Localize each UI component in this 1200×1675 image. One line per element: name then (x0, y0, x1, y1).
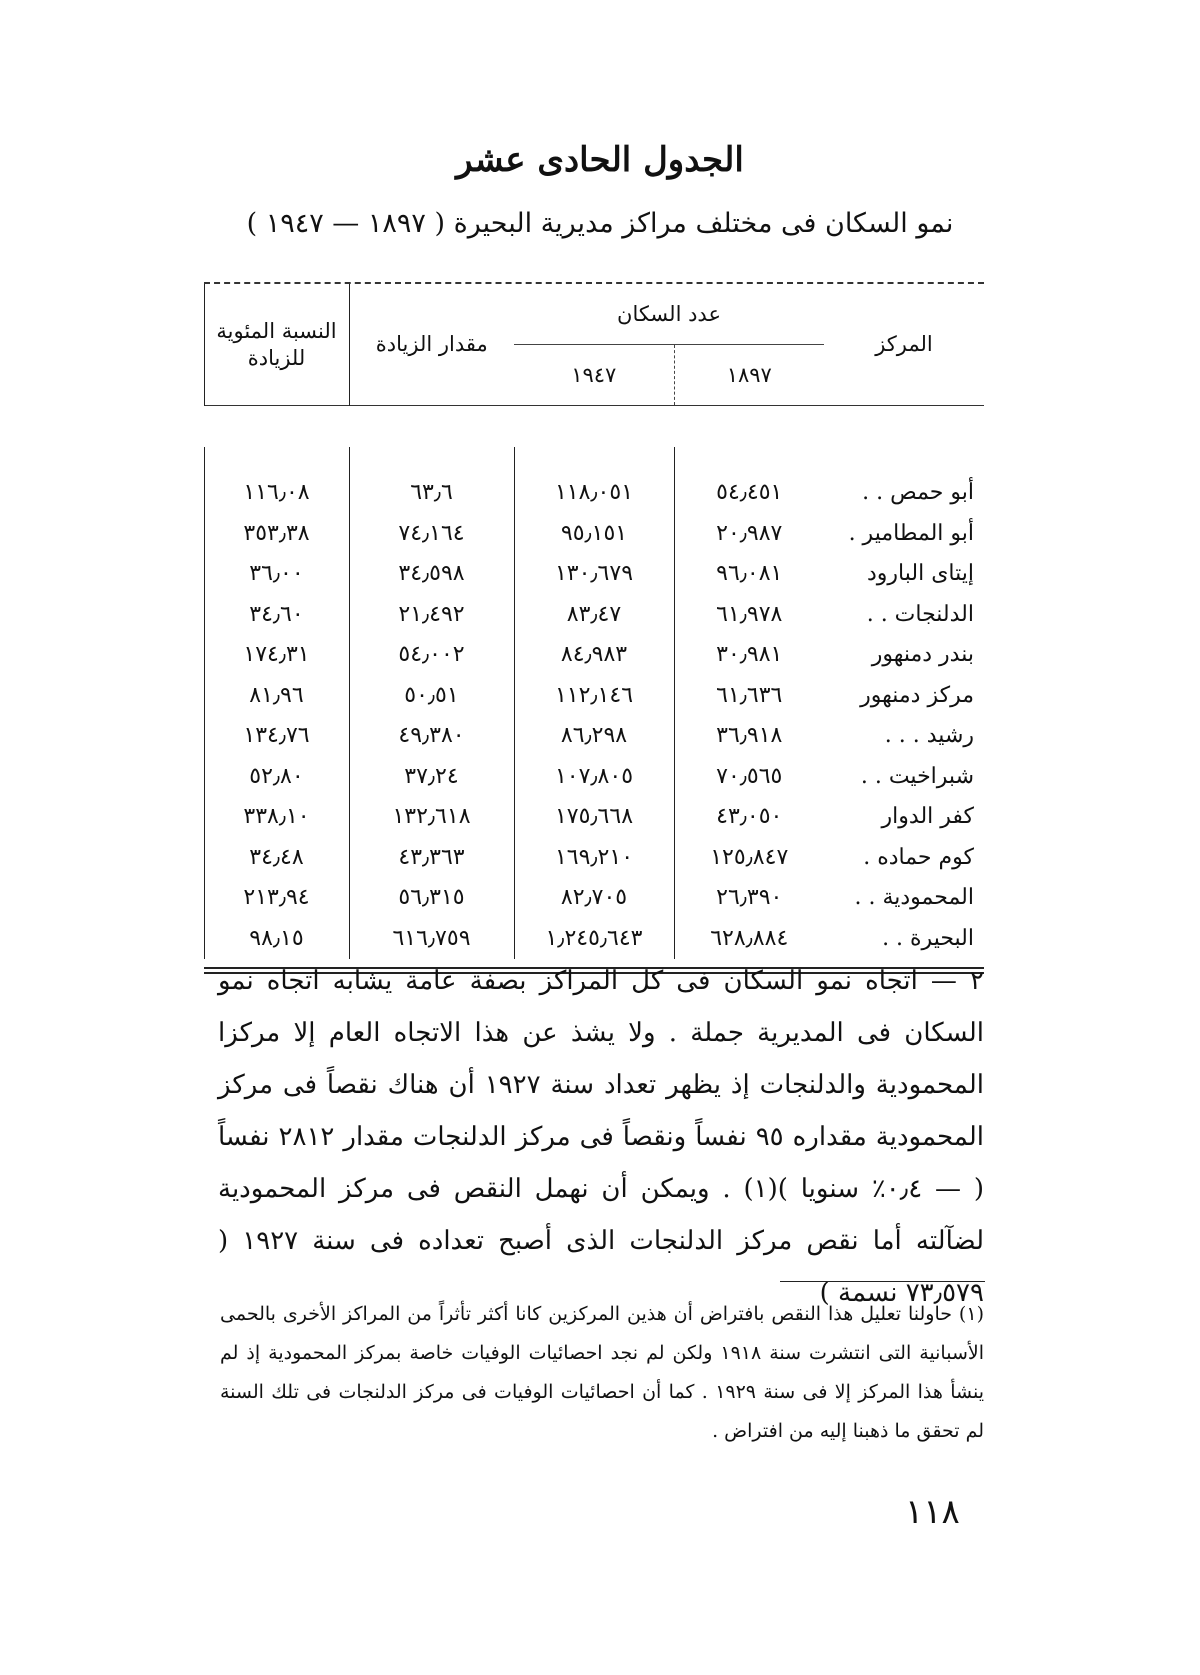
cell-markaz: بندر دمنهور (871, 642, 974, 668)
cell-increase: ٥٠٫٥١ (349, 675, 514, 716)
cell-markaz: إيتاى البارود (867, 561, 974, 587)
cell-1947: ١٠٧٫٨٠٥ (514, 756, 674, 797)
header-year-1897: ١٨٩٧ (674, 345, 824, 406)
cell-1947: ٨٦٫٢٩٨ (514, 716, 674, 757)
cell-1897: ١٢٥٫٨٤٧ (674, 837, 824, 878)
cell-percent: ٩٨٫١٥ (204, 918, 349, 959)
table-row (204, 756, 984, 797)
table-row (204, 716, 984, 757)
cell-1897: ٢٠٫٩٨٧ (674, 513, 824, 554)
table-row (204, 513, 984, 554)
cell-percent: ٣٣٨٫١٠ (204, 797, 349, 838)
cell-increase: ٥٦٫٣١٥ (349, 878, 514, 919)
table-row (204, 635, 984, 676)
header-increase: مقدار الزيادة (349, 284, 514, 406)
cell-1897: ٤٣٫٠٥٠ (674, 797, 824, 838)
cell-percent: ١١٦٫٠٨ (204, 473, 349, 514)
body-paragraph-text: ٢ — اتجاه نمو السكان فى كل المراكز بصفة عامة يشابه اتجاه نمو السكان فى المديرية جملة . ولا يشذ عن هذا الاتجاه العام إلا مركزا المحمودية والدلنجات إذ يظهر تعداد سنة ١٩٢٧ أن هناك نقصاً فى مركز المحمودية مقداره ٩٥ نفساً ونقصاً فى مركز الدلنجات مقدار ٢٨١٢ نفساً ( — ٠٫٤٪ سنويا )(١) . ويمكن أن نهمل النقص فى مركز المحمودية لضآلته أما نقص مركز الدلنجات الذى أصبح تعداده فى سنة ١٩٢٧ ( ٧٣٫٥٧٩ نسمة ) (218, 966, 984, 1308)
cell-1947: ١١٨٫٠٥١ (514, 473, 674, 514)
cell-percent: ٣٤٫٤٨ (204, 837, 349, 878)
cell-increase: ٦٣٫٦ (349, 473, 514, 514)
cell-1947: ١١٢٫١٤٦ (514, 675, 674, 716)
cell-1897: ٣٦٫٩١٨ (674, 716, 824, 757)
cell-percent: ٣٤٫٦٠ (204, 594, 349, 635)
cell-1897: ٢٦٫٣٩٠ (674, 878, 824, 919)
cell-increase: ٤٣٫٣٦٣ (349, 837, 514, 878)
footnote-rule (780, 1281, 985, 1282)
cell-1897: ٧٠٫٥٦٥ (674, 756, 824, 797)
header-population-group: عدد السكان (514, 284, 824, 345)
cell-1897: ٥٤٫٤٥١ (674, 473, 824, 514)
cell-markaz: كوم حماده . (863, 844, 974, 870)
cell-1947: ١٫٢٤٥٫٦٤٣ (514, 918, 674, 959)
cell-1897: ٩٦٫٠٨١ (674, 554, 824, 595)
cell-markaz: رشيد . . . (884, 723, 974, 749)
table-row (204, 554, 984, 595)
cell-percent: ٣٦٫٠٠ (204, 554, 349, 595)
cell-markaz: شبراخيت . . (860, 763, 974, 789)
cell-markaz: أبو المطامير . (848, 520, 974, 546)
header-percent: النسبة المئوية للزيادة (204, 284, 349, 406)
table-row (204, 878, 984, 919)
cell-1947: ٨٤٫٩٨٣ (514, 635, 674, 676)
cell-increase: ٤٩٫٣٨٠ (349, 716, 514, 757)
body-paragraph (218, 955, 984, 1319)
table-row (204, 837, 984, 878)
cell-markaz: المحمودية . . (854, 885, 974, 911)
footnote (220, 1295, 984, 1451)
cell-percent: ٢١٣٫٩٤ (204, 878, 349, 919)
cell-increase: ٦١٦٫٧٥٩ (349, 918, 514, 959)
page-number: ١١٨ (905, 1492, 960, 1532)
population-table-container (204, 282, 984, 974)
table-row (204, 675, 984, 716)
cell-increase: ٣٧٫٢٤ (349, 756, 514, 797)
cell-1947: ٨٢٫٧٠٥ (514, 878, 674, 919)
cell-markaz: أبو حمص . . (862, 480, 974, 506)
cell-1947: ٩٥٫١٥١ (514, 513, 674, 554)
page-title: الجدول الحادى عشر (456, 140, 744, 180)
cell-markaz: كفر الدوار (881, 804, 974, 830)
cell-percent: ٨١٫٩٦ (204, 675, 349, 716)
cell-percent: ٥٢٫٨٠ (204, 756, 349, 797)
cell-1897: ٣٠٫٩٨١ (674, 635, 824, 676)
cell-percent: ١٧٤٫٣١ (204, 635, 349, 676)
cell-markaz: الدلنجات . . (866, 601, 974, 627)
cell-1947: ١٦٩٫٢١٠ (514, 837, 674, 878)
cell-increase: ٢١٫٤٩٢ (349, 594, 514, 635)
cell-1897: ٦٢٨٫٨٨٤ (674, 918, 824, 959)
cell-1947: ١٧٥٫٦٦٨ (514, 797, 674, 838)
cell-percent: ٣٥٣٫٣٨ (204, 513, 349, 554)
table-row (204, 473, 984, 514)
table-subtitle: نمو السكان فى مختلف مراكز مديرية البحيرة ( ١٨٩٧ — ١٩٤٧ ) (246, 208, 954, 239)
population-table (204, 284, 985, 959)
cell-1897: ٦١٫٦٣٦ (674, 675, 824, 716)
cell-1947: ١٣٠٫٦٧٩ (514, 554, 674, 595)
footnote-text: (١) حاولنا تعليل هذا النقص بافتراض أن هذين المركزين كانا أكثر تأثراً من المراكز الأخرى بالحمى الأسبانية التى انتشرت سنة ١٩١٨ ولكن لم نجد احصائيات الوفيات خاصة بمركز المحمودية إذ لم ينشأ هذا المركز إلا فى سنة ١٩٢٩ . كما أن احصائيات الوفيات فى مركز الدلنجات فى تلك السنة لم تحقق ما ذهبنا إليه من افتراض . (220, 1303, 984, 1442)
table-row (204, 918, 984, 959)
table-row (204, 594, 984, 635)
cell-1947: ٨٣٫٤٧ (514, 594, 674, 635)
header-year-1947: ١٩٤٧ (571, 362, 617, 387)
cell-markaz: البحيرة . . (882, 925, 974, 951)
cell-increase: ٣٤٫٥٩٨ (349, 554, 514, 595)
cell-increase: ٧٤٫١٦٤ (349, 513, 514, 554)
header-markaz: المركز (875, 332, 933, 357)
cell-increase: ١٣٢٫٦١٨ (349, 797, 514, 838)
table-row (204, 797, 984, 838)
cell-markaz: مركز دمنهور (860, 682, 974, 708)
cell-percent: ١٣٤٫٧٦ (204, 716, 349, 757)
cell-1897: ٦١٫٩٧٨ (674, 594, 824, 635)
cell-increase: ٥٤٫٠٠٢ (349, 635, 514, 676)
